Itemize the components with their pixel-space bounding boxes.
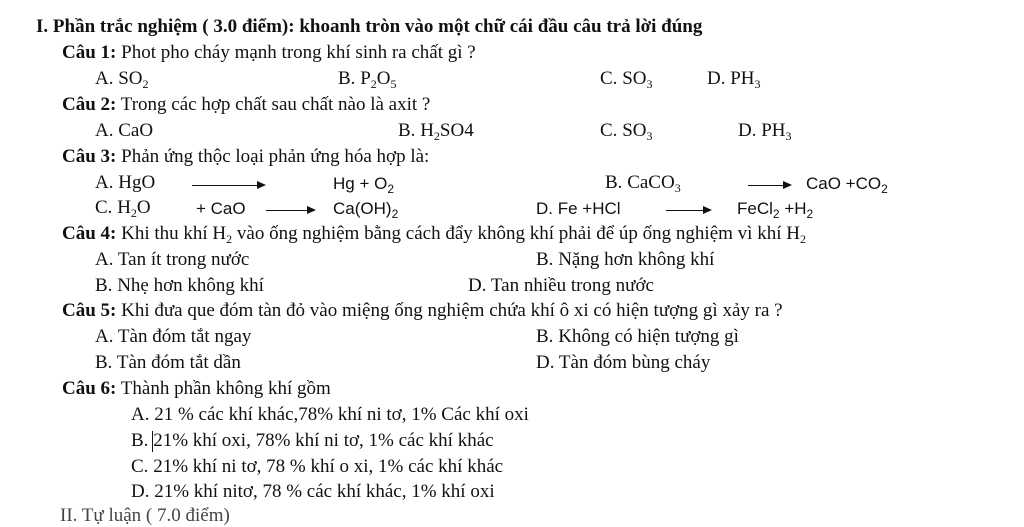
q1-option-d[interactable]: D. $PH_3$ [707,68,761,91]
cut-off-line: II. Tự luận ( 7.0 điểm) [60,505,230,526]
question-text: Thành phần không khí gồm [120,378,331,399]
question-label: Câu 6: [62,378,117,399]
section-title: I. Phần trắc nghiệm ( 3.0 điểm): khoanh tròn vào một chữ cái đầu câu trả lời đúng [36,16,703,37]
question-text: Trong các hợp chất sau chất nào là axit ? [120,94,431,115]
q4-option-a[interactable]: A. Tan ít trong nước [95,249,250,270]
reaction-arrow [748,185,790,186]
question-text: Phot pho cháy mạnh trong khí sinh ra chất gì ? [121,42,476,63]
question-4 [62,223,806,245]
question-text: Khi thu khí $H_2$ vào ống nghiệm bằng cách đẩy không khí phải để úp ống nghiệm vì khí $H_2$ [121,223,806,246]
q6-option-c[interactable]: C. 21% khí ni tơ, 78 % khí o xi, 1% các khí khác [131,456,504,477]
question-1 [62,42,476,64]
q5-option-c[interactable]: B. Tàn đóm tắt dần [95,352,241,373]
reaction-arrow [666,210,710,211]
q4-option-c[interactable]: B. Nhẹ hơn không khí [95,275,264,296]
q5-option-d[interactable]: D. Tàn đóm bùng cháy [536,352,711,373]
q2-option-b[interactable]: B. $H_2SO4$ [398,120,474,143]
text-cursor [152,431,153,452]
q6-option-b[interactable]: B. 21% khí oxi, 78% khí ni tơ, 1% các khí khác [131,430,494,451]
q1-option-c[interactable]: C. $SO_3$ [600,68,653,91]
question-3 [62,146,429,168]
q4-option-d[interactable]: D. Tan nhiều trong nước [468,275,654,296]
q1-option-b[interactable]: B. $P_2O_5$ [338,68,397,91]
q3c-reactant: + CaO [196,199,246,218]
question-6 [62,378,331,400]
q2-option-c[interactable]: C. $SO_3$ [600,120,653,143]
question-label: Câu 2: [62,94,117,115]
question-2 [62,94,430,116]
question-5 [62,300,783,322]
q3d-product: FeCl$_2$ $+H_2$ [737,199,814,221]
q5-option-a[interactable]: A. Tàn đóm tắt ngay [95,326,252,347]
reaction-arrow [266,210,314,211]
question-label: Câu 5: [62,300,117,321]
q3-option-a[interactable]: A. HgO [95,172,156,193]
q3-option-d[interactable]: D. Fe +HCl [536,199,621,218]
question-label: Câu 3: [62,146,117,167]
q3a-product: $Hg + O_2$ [333,174,395,196]
q6-option-a[interactable]: A. 21 % các khí khác,78% khí ni tơ, 1% Các khí oxi [131,404,529,425]
question-text: Phản ứng thộc loại phản ứng hóa hợp là: [121,146,430,167]
q2-option-d[interactable]: D. $PH_3$ [738,120,792,143]
q2-option-a[interactable]: A. CaO [95,120,154,141]
reaction-arrow [192,185,264,186]
q3-option-b[interactable]: B. CaCO$_3$ [605,172,681,195]
question-label: Câu 4: [62,223,117,244]
q3c-product: $Ca(OH)_2$ [333,199,399,221]
q3b-product: CaO $+CO_2$ [806,174,888,196]
q5-option-b[interactable]: B. Không có hiện tượng gì [536,326,739,347]
q1-option-a[interactable]: A. $SO_2$ [95,68,149,91]
q3-option-c[interactable]: C. $H_2O$ [95,197,151,220]
q6-option-d[interactable]: D. 21% khí nitơ, 78 % các khí khác, 1% khí oxi [131,481,495,502]
question-label: Câu 1: [62,42,117,63]
q4-option-b[interactable]: B. Nặng hơn không khí [536,249,715,270]
question-text: Khi đưa que đóm tàn đỏ vào miệng ống nghiệm chứa khí ô xi có hiện tượng gì xảy ra ? [121,300,783,321]
